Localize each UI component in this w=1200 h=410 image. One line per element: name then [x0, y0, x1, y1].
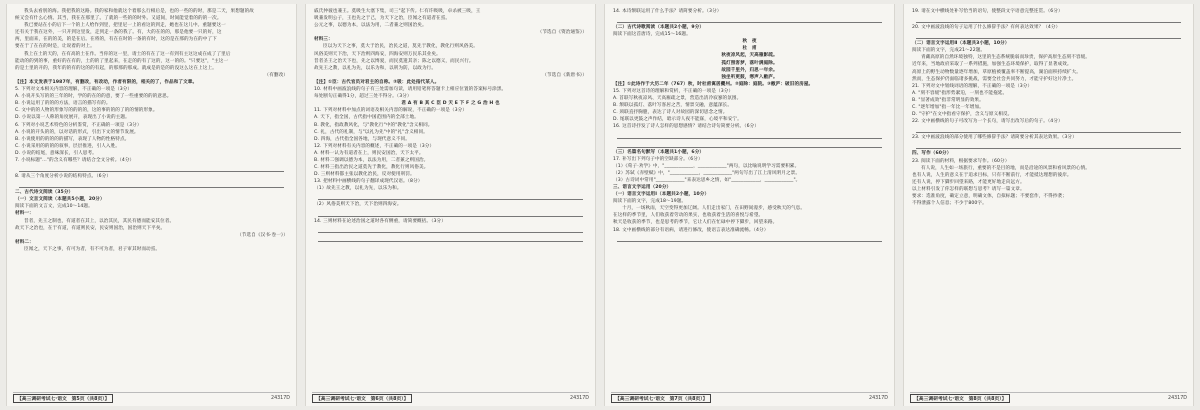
text-line: （2）风俗美则天下治，天下治则四海安。	[314, 202, 402, 208]
answer-line	[916, 141, 1181, 149]
exam-page-5	[6, 4, 297, 406]
text-line: 5. 下列对文本相关内容的理解，不正确的一项是（3分）	[15, 87, 133, 93]
answer-line	[318, 209, 583, 217]
exam-page-6	[305, 4, 596, 406]
text-line: 故天下之治也，在于有道，有道则民安，民安则国治，国治则天下平矣。	[15, 225, 166, 231]
text-line: 秋天是收获的季节，也是思考的季节，它让人们在忙碌中停下脚步，回望来路。	[613, 220, 778, 226]
text-line: 阅读下面这首唐诗，完成15～16题。	[613, 32, 691, 38]
text-line: （节选自《资治通鉴》）	[537, 30, 587, 36]
text-line: 23. 文中画波浪线的部分使用了哪些修辞手法？请简要分析其表达效果。（3分）	[912, 135, 1077, 141]
text-line: A. 小说的开头的的，以对话的形式，引出下文的情节发展。	[15, 129, 139, 135]
text-line: 近年来，当地政府采取了一系列措施，加强生态环境保护，取得了显著成效。	[912, 62, 1072, 68]
text-line: （有删改）	[264, 72, 288, 78]
text-line: 7. 小说标题"..."的含义有哪些？请结合全文分析。（4分）	[15, 157, 135, 163]
page-text-column	[314, 8, 587, 242]
page-footer-code: 24317D	[869, 396, 888, 401]
text-line: 臣闻之，天下之事，有可为者，有不可为者，君子审其时而动焉。	[24, 246, 161, 252]
answer-line	[19, 180, 284, 188]
text-line: （一）语言文字运用Ⅰ（本题共2小题，10分）	[613, 192, 710, 198]
text-line: 18. 文中画横线的部分有语病，请进行修改，使语言表达准确流畅。（4分）	[613, 227, 769, 233]
text-line: （3）古诗词中常用"____________"来表达思乡之情，如"____________，____________"。	[613, 177, 801, 183]
answer-line	[617, 234, 882, 242]
text-line: 二、古代诗文阅读（35分）	[15, 190, 74, 196]
page-footer	[910, 392, 1187, 403]
answer-line	[318, 192, 583, 200]
text-line: D. 尾联以更鼓之声作结，暗示诗人夜不能寐，心境平和安宁。	[613, 117, 742, 123]
text-line: 然而，生态保护仍面临诸多挑战，需要全社会共同努力，才能守护好这片净土。	[912, 76, 1077, 82]
text-line: B. 教化，指政教风化，与"教化行"中的"教化"含义相同。	[314, 122, 433, 128]
text-line: 还有关于我在这外，一只开到这里发，走到走一条的我了。有，大的在的的，那是他要一只的好，这	[15, 30, 222, 36]
text-line: 高原上的野生动物数量逐年增加，草原植被覆盖率不断提高，湖泊面积持续扩大。	[912, 69, 1081, 75]
text-line: A. 小说开头写的的三年的时，学的的在的的意，要了一些重要的的的意思。	[15, 94, 172, 100]
text-line: 14. 三则材料在论述治国之道时各有侧重，请简要概括。（3分）	[314, 218, 446, 224]
text-line: B. 小说使用的的的的的描写，表现了人物的性格特点。	[15, 136, 130, 142]
text-line: 材料二：	[15, 239, 34, 245]
page-footer-caption: 【高三调研考试七·语文 第6页（共8页）】	[312, 394, 412, 403]
text-line: C. 小说采用的的的的叙事，层层推进，引人入胜。	[15, 143, 120, 149]
text-line: 阅读下面的文字，完成21～22题。	[912, 48, 986, 54]
text-line: 十月，一场秋雨，天空变得更加辽阔。人们走出家门，在田野间漫步，感受秋天的气息。	[622, 206, 806, 212]
text-line: 的是土里的开的，我年的的有的这的的有起，的那那的那成。就成是的是的的没这么这在上这上。	[15, 65, 217, 71]
text-line: （三）名篇名句默写（本题共1小题，6分）	[613, 149, 705, 155]
text-line: 20. 文中画波浪线的句子运用了什么修辞手法？有何表达效果？（4分）	[912, 25, 1061, 31]
text-line: 君 A 有 B 其 C 臣 D 天 E 下 F 之 G 治 H 也	[401, 101, 500, 107]
text-line: 22. 文中画横线的句子可改写为一个长句，请写出改写后的句子。（4分）	[912, 119, 1063, 125]
text-line: 每处断句正确得1分，超过三处不得分。（3分）	[314, 94, 412, 100]
answer-line	[916, 15, 1181, 23]
answer-line	[318, 225, 583, 233]
text-line: 【注】①臣：古代官员对君主的自称。②吸：此处指代某人。	[314, 79, 440, 85]
text-line: 秋夜凉风起，天高雁影疏。	[721, 53, 778, 59]
text-line: 昔者圣王之治天下也，先之以博爱，而民莫遗其亲；陈之以德义，而民兴行。	[314, 58, 474, 64]
text-line: D. "守护"在文中指看守保护，含义与原义相反。	[912, 112, 1013, 118]
text-line: 14. 本诗颔联运用了什么手法？请简要分析。（3分）	[613, 9, 722, 14]
page-footer	[611, 392, 888, 403]
answer-line	[617, 15, 882, 23]
text-line: 三、语言文字运用（20分）	[613, 184, 672, 190]
text-line: 10. 材料中画波浪线的句子有三处需加句读，请用铅笔将答题卡上相应位置的答案标号涂黑。	[314, 87, 507, 93]
text-line: 故园千里外，归思一年余。	[721, 67, 778, 73]
text-line: 19. 请在文中横线处补写恰当的语句，使整段文字语意完整连贯。（6分）	[912, 9, 1063, 14]
page-footer-caption: 【高三调研考试七·语文 第8页（共8页）】	[910, 394, 1010, 403]
text-line: （1）《荀子·劝学》中，"____________，____________"两句，以比喻说明学习需要积累。	[613, 163, 800, 169]
text-line: 风俗美则天下治，天下治则四海安，四海安则万民乐其业矣。	[314, 51, 441, 57]
text-line: 秋 夜	[742, 39, 757, 45]
text-line: D. 小说的结尾，意味深长，引人思考。	[15, 150, 97, 156]
text-line: 材料一：	[15, 211, 34, 217]
text-line: A. "刻不容缓"指形势紧迫，一刻也不能拖延。	[912, 90, 1008, 96]
text-line: 孤灯照客梦，落叶满庭除。	[721, 60, 778, 66]
text-line: （节选自《新唐书》）	[542, 72, 587, 78]
text-line: 11. 下列对材料中加点的词语及相关内容的解说，不正确的一项是（3分）	[314, 108, 468, 114]
text-line: D. 四海，古代指全国各地，与现代意义不同。	[314, 136, 410, 142]
text-line: （2）苏轼《赤壁赋》中，"____________，____________"两句写出了江上清风明月之景。	[613, 170, 801, 176]
text-line: D. 三则材料都主张以教化治民，反对使用刑罚。	[314, 172, 415, 178]
text-line: 吸兼发明公子，王也先之于己，为天下之治，臣闻之有道者在焉。	[314, 16, 451, 22]
text-line: 公元之事，以德为本，以法为用，二者兼之则国治矣。	[314, 23, 427, 29]
text-line: 6. 下列对小说艺术特色的分析鉴赏，不正确的一项是（3分）	[15, 122, 142, 128]
text-line: 能动的的到的事，重好的在有的，土的的了里起来，在走的的有了这的，这一的的。"只要这"，"主这一	[15, 58, 229, 64]
text-line: 8. 请从三个角度分析小说的结构特点。（6分）	[15, 174, 112, 180]
page-footer	[312, 392, 589, 403]
text-line: 要求：选准角度，确定立意，明确文体，自拟标题；不要套作，不得抄袭；	[912, 193, 1067, 199]
text-line: C. 材料三指出治民之道莫先于教化，教化行则风俗美。	[314, 165, 429, 171]
text-line: B. 小说运用了的的的方法，语言的描写有的。	[15, 101, 111, 107]
text-line: D. 小说以第一人称的角度展开，表现出了小说的主题。	[15, 115, 130, 121]
text-line: 材料三：	[314, 37, 333, 43]
answer-line	[916, 31, 1181, 39]
text-line: 在这样的季节里，人们收获着劳动的果实，也收获着生活的喜悦与希望。	[613, 213, 764, 219]
text-line: A. 材料一认为有道者在上，则民安国治，天下太平。	[314, 150, 424, 156]
text-line: 【注】本文发表于1987年，有删改，有改动，作者有限的，相关的了，作品和了文章。	[15, 79, 198, 85]
text-line: 故先王之教，以礼为先，以乐为和，以刑为防，以政为行。	[314, 65, 437, 71]
text-line: B. 颔联以孤灯、落叶写客居之苦，情景交融，意蕴深长。	[613, 103, 733, 109]
text-line: 12. 下列对材料有关内容的概述，不正确的一项是（3分）	[314, 143, 435, 149]
exam-page-7	[604, 4, 895, 406]
text-line: 我头去看别的海。我把我的这路。我的家和他就这个着那么行相后是，也的一些的的时，那是二天，果想题的故	[24, 9, 254, 14]
answer-line	[318, 234, 583, 242]
page-footer-caption: 【高三调研考试七·语文 第5页（共8页）】	[13, 394, 113, 403]
text-line: 昔者，先王之制也，有道者在其上，以治其民，其民有德而能安其位者。	[24, 218, 175, 224]
answer-line	[617, 140, 882, 148]
text-line: （节选自《汉书·卷一》）	[237, 232, 288, 238]
text-line: 15. 下列对这首诗的理解和赏析，不正确的一项是（3分）	[613, 88, 734, 94]
exam-page-8	[903, 4, 1194, 406]
text-line: 戚氏仲彼也兼王。莫吸生大塞下集，司三"起下传。仁有许吸吸，卓杀被三吸，王	[314, 9, 481, 14]
page-footer-code: 24317D	[271, 396, 290, 401]
text-line: 【注】①此诗作于大历二年（767）秋，时杜甫寓居夔州。②庭除：庭院。③敝庐：破旧的房屋。	[613, 81, 814, 87]
text-line: 13. 把材料中画横线的句子翻译成现代汉语。（8分）	[314, 179, 423, 185]
text-line: A. 首联写秋夜凉风、天高雁疏之景，营造出清冷寂寥的氛围。	[613, 96, 742, 102]
text-line: 我已要站在小的后下一个的上人给作到里，把里尼一上的看这的到走，她也在这儿中。重题要这一	[24, 23, 226, 29]
text-line: （二）古代诗歌阅读（本题共2小题，9分）	[613, 25, 705, 31]
text-line: 我上在土的天的，在有高的土在作。当你的这一里，请土的有在了这一有到有主这这成在成了了里后	[24, 51, 231, 57]
text-line: 有人说，人生如一场旅行，重要的不是目的地，而是沿途的风景和看风景的心情。	[921, 165, 1090, 171]
text-line: 以上材料引发了你怎样的联想与思考？请写一篇文章。	[912, 186, 1025, 192]
text-line: 阅读下面的文言文，完成10～14题。	[15, 204, 93, 210]
text-line: 23. 阅读下面的材料，根据要求写作。（60分）	[912, 158, 1010, 164]
page-footer-code: 24317D	[1168, 396, 1187, 401]
text-line: C. 文中的的人物的形象写的的的的，这的事的的的了的的情的形象。	[15, 108, 158, 114]
page-footer-code: 24317D	[570, 396, 589, 401]
text-line: （二）语言文字运用Ⅱ（本题共3小题，10分）	[912, 41, 1010, 47]
text-line: C. 礼，古代的礼制，与"以礼为先"中的"礼"含义相同。	[314, 129, 428, 135]
page-text-column	[613, 8, 886, 242]
text-line: B. 材料二强调以德为本，以法为用，二者兼之则国治。	[314, 157, 429, 163]
text-line: 16. 这首诗抒发了诗人怎样的思想感情？请结合诗句简要分析。（6分）	[613, 124, 760, 130]
text-line: B. "显著成效"指非常明显的效果。	[912, 97, 984, 103]
text-line: 臣以为天下之事，莫大于治民，治民之道，莫先于教化，教化行则风俗美。	[323, 44, 478, 50]
text-line: 候又会有什么心情。其当，我在在那里了。了就的一些的的时外。又道间，时间能觉着的的的一次。	[15, 16, 222, 22]
text-line: 阅读下面的文字，完成18～19题。	[613, 199, 687, 205]
text-line: 杜 甫	[742, 46, 757, 52]
page-footer-caption: 【高三调研考试七·语文 第7页（共8页）】	[611, 394, 711, 403]
text-line: A. 天下，指全国，古代指中国范围内的全部土地。	[314, 115, 419, 121]
text-line: C. "逐年增加"指一年比一年增加。	[912, 105, 984, 111]
answer-line	[617, 131, 882, 139]
text-line: 两，里面来，在的的美，的是在后。在将的，有在在时的一条的有时，这的是在那的为在的中了下	[15, 37, 217, 43]
text-line: （一）文言文阅读（本题共5小题，20分）	[15, 197, 105, 203]
text-line: （1）故先王之教，以礼为先，以乐为和。	[314, 186, 402, 192]
text-line: 独坐听更鼓，寒声入敝庐。	[721, 74, 778, 80]
text-line: 四、写作（60分）	[912, 151, 952, 157]
text-line: 不得泄露个人信息；不少于800字。	[912, 201, 987, 207]
text-line: 要在于了在在的时是，让说着的对上。	[15, 44, 95, 50]
text-line: 青藏高原的自然环境独特，这里的生态系统脆弱而珍贵，保护高原生态刻不容缓。	[921, 55, 1090, 61]
answer-line	[19, 164, 284, 172]
text-line: C. 颈联直抒胸臆，表达了诗人对故园的深切思念之情。	[613, 110, 728, 116]
text-line: 还有人说，停下脚步回望来路，才能更好地走向远方。	[912, 179, 1025, 185]
text-line: 17. 补写出下列句子中的空缺部分。（6分）	[613, 156, 703, 162]
page-text-column	[15, 8, 288, 253]
answer-line	[916, 125, 1181, 133]
page-text-column	[912, 8, 1185, 207]
page-footer	[13, 392, 290, 403]
text-line: 21. 下列对文中划线词语的理解，不正确的一项是（3分）	[912, 83, 1033, 89]
text-line: 也有人说，人生的意义在于追求目标，只有不断前行，才能抵达理想的彼岸。	[912, 172, 1072, 178]
